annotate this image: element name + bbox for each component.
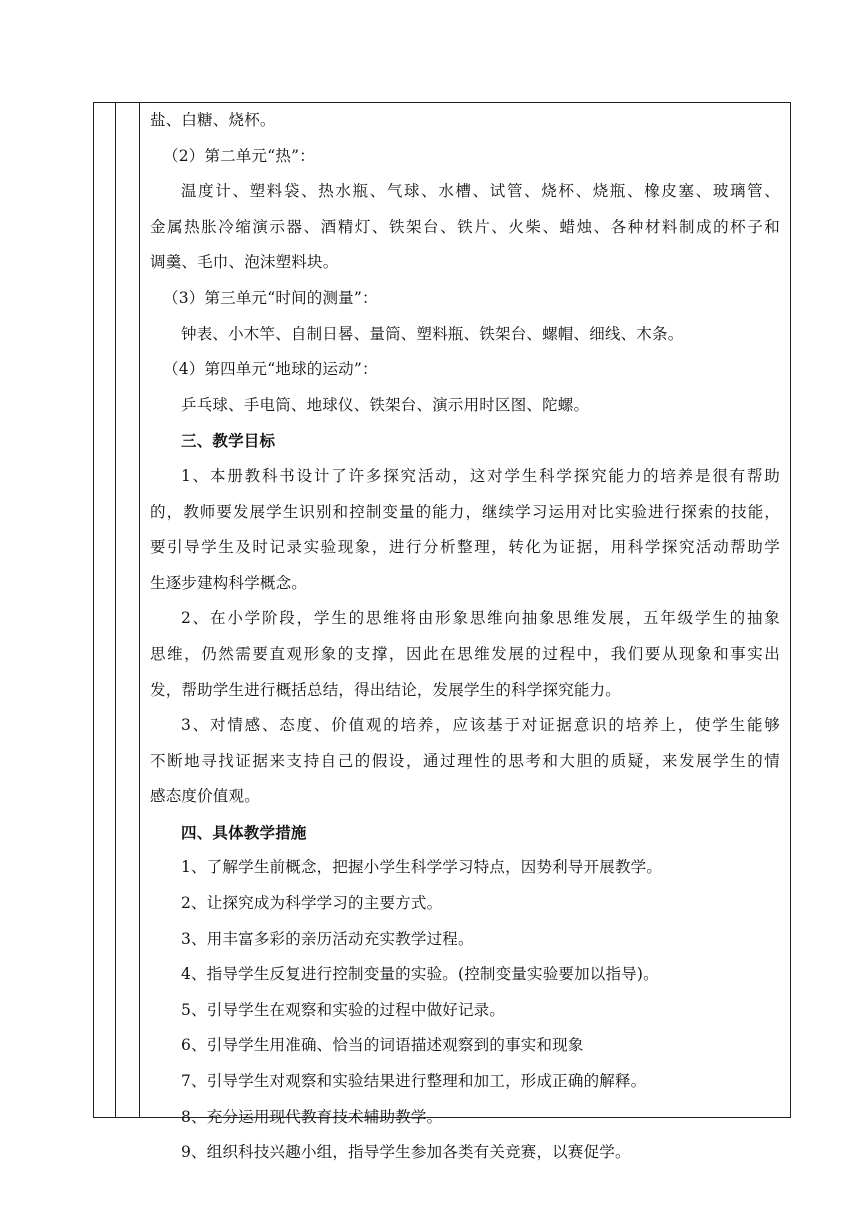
table-column-2 xyxy=(116,103,140,1117)
table-column-1 xyxy=(94,103,116,1117)
text-line: 5、引导学生在观察和实验的过程中做好记录。 xyxy=(181,1000,506,1019)
text-line: 要引导学生及时记录实验现象，进行分析整理，转化为证据，用科学探究活动帮助学 xyxy=(150,538,780,557)
text-line: 2、让探究成为科学学习的主要方式。 xyxy=(181,894,443,913)
text-line: 4、指导学生反复进行控制变量的实验。(控制变量实验要加以指导)。 xyxy=(181,965,659,984)
text-line: 钟表、小木竿、自制日晷、量筒、塑料瓶、铁架台、螺帽、细线、木条。 xyxy=(181,324,684,343)
unit-heading: （2）第二单元“热”： xyxy=(163,146,315,165)
text-line: 8、充分运用现代教育技术辅助教学。 xyxy=(181,1107,443,1126)
text-line: 不断地寻找证据来支持自己的假设，通过理性的思考和大胆的质疑，来发展学生的情 xyxy=(150,751,780,770)
text-line: 生逐步建构科学概念。 xyxy=(150,573,308,592)
text-line: 思维，仍然需要直观形象的支撑，因此在思维发展的过程中，我们要从现象和事实出 xyxy=(150,644,780,663)
text-line: 盐、白糖、烧杯。 xyxy=(150,111,276,129)
text-line: 1、了解学生前概念，把握小学生科学学习特点，因势利导开展教学。 xyxy=(181,858,663,877)
text-line: 3、对情感、态度、价值观的培养，应该基于对证据意识的培养上，使学生能够 xyxy=(181,716,780,735)
unit-heading: （4）第四单元“地球的运动”： xyxy=(163,360,378,379)
text-line: 9、组织科技兴趣小组，指导学生参加各类有关竞赛，以赛促学。 xyxy=(181,1143,631,1162)
document-table xyxy=(93,102,791,1162)
text-line: 乒乓球、手电筒、地球仪、铁架台、演示用时区图、陀螺。 xyxy=(181,395,590,414)
text-line: 感态度价值观。 xyxy=(150,787,260,806)
text-line: 温度计、塑料袋、热水瓶、气球、水槽、试管、烧杯、烧瓶、橡皮塞、玻璃管、 xyxy=(181,182,780,201)
text-line: 发，帮助学生进行概括总结，得出结论，发展学生的科学探究能力。 xyxy=(150,680,622,699)
table-content-cell xyxy=(140,103,790,1171)
text-line: 调羹、毛巾、泡沫塑料块。 xyxy=(150,253,339,272)
text-line: 1、本册教科书设计了许多探究活动，这对学生科学探究能力的培养是很有帮助 xyxy=(181,466,780,485)
text-line: 3、用丰富多彩的亲历活动充实教学过程。 xyxy=(181,929,474,948)
text-line: 7、引导学生对观察和实验结果进行整理和加工，形成正确的解释。 xyxy=(181,1072,647,1091)
section-heading: 三、教学目标 xyxy=(181,431,276,451)
section-heading: 四、具体教学措施 xyxy=(181,822,307,842)
text-line: 金属热胀冷缩演示器、酒精灯、铁架台、铁片、火柴、蜡烛、各种材料制成的杯子和 xyxy=(150,217,780,236)
text-line: 6、引导学生用准确、恰当的词语描述观察到的事实和现象 xyxy=(181,1036,584,1055)
text-line: 的，教师要发展学生识别和控制变量的能力，继续学习运用对比实验进行探索的技能， xyxy=(150,502,780,521)
text-line: 2、在小学阶段，学生的思维将由形象思维向抽象思维发展，五年级学生的抽象 xyxy=(181,609,780,628)
unit-heading: （3）第三单元“时间的测量”： xyxy=(163,288,378,307)
